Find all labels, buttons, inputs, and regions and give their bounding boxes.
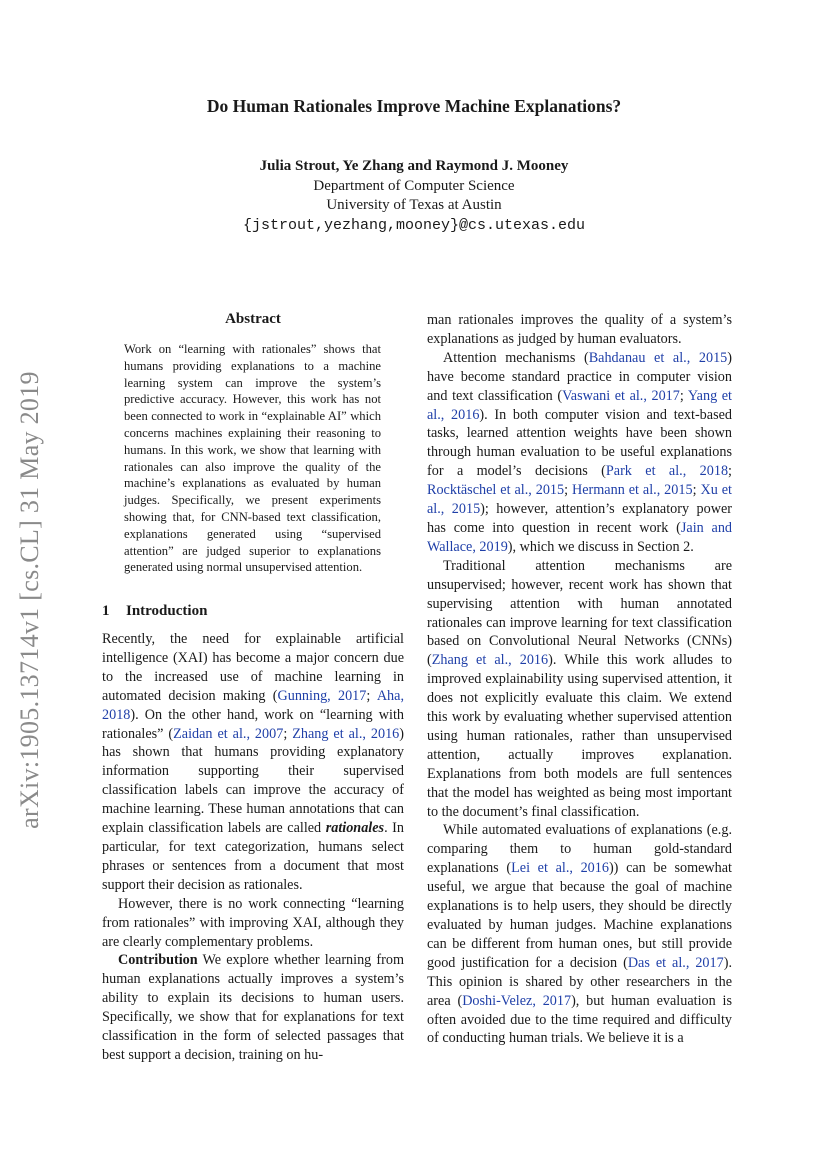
author-emails: {jstrout,yezhang,mooney}@cs.utexas.edu [242,217,586,234]
citation-link[interactable]: Yang et al., 2016 [427,387,732,423]
citation-link[interactable]: Das et al., 2017 [627,954,724,971]
citation-link[interactable]: Hermann et al., 2015 [572,482,693,499]
section-title: Introduction [126,603,208,619]
citation-link[interactable]: Bahdanau et al., 2015 [588,349,728,366]
arxiv-identifier: arXiv:1905.13714v1 [cs.CL] 31 May 2019 [15,371,44,829]
abstract-heading: Abstract [225,311,281,327]
citation-link[interactable]: Park et al., 2018 [605,463,729,480]
citation-link[interactable]: Zhang et al., 2016 [431,652,549,669]
citation-link[interactable]: Aha, 2018 [102,687,404,723]
section-heading-introduction [102,603,207,620]
citation-link[interactable]: Vaswani et al., 2017 [562,387,680,404]
affiliation-department: Department of Computer Science [313,178,515,194]
term-rationales: rationales [325,820,385,837]
citation-link[interactable]: Doshi-Velez, 2017 [462,992,572,1009]
intro-paragraph-2: However, there is no work connecting “learning from rationales” with improving XAI, although they are clearly complementary problems. [102,895,404,950]
abstract-body: Work on “learning with rationales” shows that humans providing explanations to a machine learning system can improve the system’s predictive accuracy. However, this work has not been connected to work in “explainable AI” which concerns machines explaining their reasoning to humans. In this work, we show that learning with rationales can also improve the quality of the machine’s explanations as evaluated by human judges. Specifically, we present experiments showing that, for CNN-based text classification, explanations generated using “supervised attention” are judged superior to explanations generated using normal unsupervised attention. [124,342,381,575]
citation-link[interactable]: Rocktäschel et al., 2015 [427,482,565,499]
citation-link[interactable]: Xu et al., 2015 [427,482,732,518]
left-column [102,630,404,1065]
right-paragraph-2: Attention mechanisms (Bahdanau et al., 2015) have become standard practice in computer vision and text classification (Vaswani et al., 2017; Yang et al., 2016). In both computer vision and text-based tasks, learned attention weights have been shown through human evaluation to be useful explanations for a model’s decisions (Park et al., 2018; Rocktäschel et al., 2015; Hermann et al., 2015; Xu et al., 2015); however, attention’s explanatory power has come into question in recent work (Jain and Wallace, 2019), which we discuss in Section 2. [427,349,733,555]
right-paragraph-3: Traditional attention mechanisms are unsupervised; however, recent work has shown that supervising attention with human annotated rationales can improve learning for text classification based on Convolutional Neural Networks (CNNs) (Zhang et al., 2016). While this work alludes to improved explainability using supervised attention, it does not explicitly evaluate this claim. We extend this work by evaluating whether supervised attention using human rationales, rather than unsupervised attention, actually improves explanation. Explanations from both models are full sentences that the model has weighted as being most important to the document’s final classification. [427,557,732,820]
citation-link[interactable]: Gunning, 2017 [277,687,367,704]
citation-link[interactable]: Zaidan et al., 2007 [173,725,284,742]
right-paragraph-1: man rationales improves the quality of a system’s explanations as judged by human evaluators. [427,312,732,347]
citation-link[interactable]: Jain and Wallace, 2019 [427,519,733,555]
contribution-label: Contribution [118,952,198,969]
right-paragraph-4: While automated evaluations of explanations (e.g. comparing them to human gold-standard explanations (Lei et al., 2016)) can be somewhat useful, we argue that because the goal of machine explanations is to help users, they should be directly evaluated by human judges. Machine explanations can be different from human ones, but still provide good justification for a decision (Das et al., 2017). This opinion is shared by other researchers in the area (Doshi-Velez, 2017), but human evaluation is often avoided due to the time required and difficulty of conducting human trials. We believe it is a [427,822,732,1047]
citation-link[interactable]: Zhang et al., 2016 [292,725,400,742]
paper-title: Do Human Rationales Improve Machine Explanations? [206,96,622,116]
section-number: 1 [102,603,110,619]
affiliation-university: University of Texas at Austin [326,197,502,213]
intro-paragraph-3: Contribution We explore whether learning from human explanations actually improves a system’s ability to explain its decisions to human users. Specifically, we show that for explanations for text classification in the form of selected passages that best support a decision, training on hu- [102,952,404,1063]
arxiv-sidebar [10,350,50,850]
paper-authors: Julia Strout, Ye Zhang and Raymond J. Mooney [259,158,569,174]
right-column [427,311,732,1048]
intro-paragraph-1: Recently, the need for explainable artificial intelligence (XAI) has become a major concern due to the increased use of machine learning in automated decision making (Gunning, 2017; Aha, 2018). On the other hand, work on “learning with rationales” (Zaidan et al., 2007; Zhang et al., 2016) has shown that humans providing explanatory information supporting their supervised classification labels can improve the accuracy of machine learning. These human annotations that can explain classification labels are called rationales. In particular, for text categorization, humans select phrases or sentences from a document that most support their decision as rationales. [102,631,404,893]
citation-link[interactable]: Lei et al., 2016 [511,860,609,877]
